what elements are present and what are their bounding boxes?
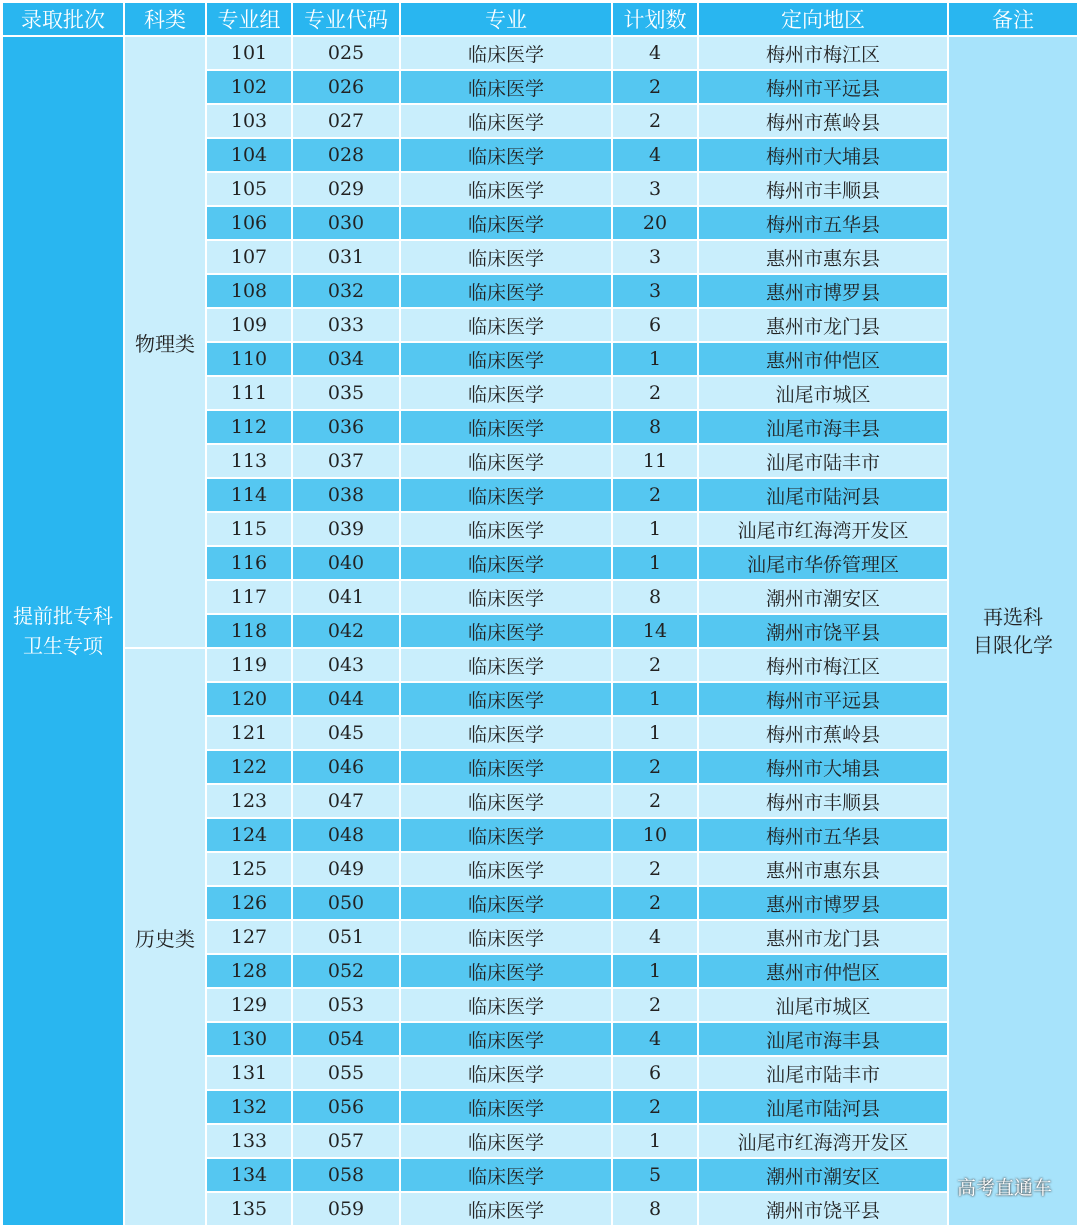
plan-cell: 2 [613,649,697,681]
major-cell: 临床医学 [401,1193,611,1225]
region-cell: 惠州市仲恺区 [699,343,947,375]
plan-cell: 4 [613,921,697,953]
code-cell: 053 [293,989,399,1021]
code-cell: 049 [293,853,399,885]
plan-cell: 8 [613,411,697,443]
plan-cell: 2 [613,989,697,1021]
major-cell: 临床医学 [401,819,611,851]
region-cell: 惠州市博罗县 [699,275,947,307]
code-cell: 040 [293,547,399,579]
code-cell: 037 [293,445,399,477]
group-cell: 124 [207,819,291,851]
note-cell [949,37,1077,1225]
code-cell: 027 [293,105,399,137]
code-cell: 032 [293,275,399,307]
group-cell: 127 [207,921,291,953]
code-cell: 039 [293,513,399,545]
region-cell: 潮州市潮安区 [699,1159,947,1191]
plan-cell: 3 [613,241,697,273]
region-cell: 梅州市大埔县 [699,139,947,171]
major-cell: 临床医学 [401,445,611,477]
group-cell: 110 [207,343,291,375]
code-cell: 051 [293,921,399,953]
code-cell: 035 [293,377,399,409]
major-cell: 临床医学 [401,479,611,511]
header-subject: 科类 [125,3,205,35]
code-cell: 043 [293,649,399,681]
enrollment-plan-table [1,1,1079,1227]
plan-cell: 1 [613,343,697,375]
region-cell: 梅州市丰顺县 [699,173,947,205]
region-cell: 汕尾市陆丰市 [699,1057,947,1089]
plan-cell: 1 [613,547,697,579]
region-cell: 潮州市潮安区 [699,581,947,613]
plan-cell: 6 [613,309,697,341]
major-cell: 临床医学 [401,649,611,681]
batch-line-1: 提前批专科 [13,604,113,628]
code-cell: 057 [293,1125,399,1157]
major-cell: 临床医学 [401,513,611,545]
code-cell: 038 [293,479,399,511]
major-cell: 临床医学 [401,547,611,579]
region-cell: 惠州市惠东县 [699,241,947,273]
region-cell: 惠州市龙门县 [699,921,947,953]
group-cell: 102 [207,71,291,103]
plan-cell: 14 [613,615,697,647]
plan-cell: 2 [613,377,697,409]
major-cell: 临床医学 [401,581,611,613]
region-cell: 梅州市梅江区 [699,649,947,681]
region-cell: 汕尾市海丰县 [699,411,947,443]
major-cell: 临床医学 [401,921,611,953]
group-cell: 109 [207,309,291,341]
region-cell: 梅州市平远县 [699,71,947,103]
plan-cell: 2 [613,1091,697,1123]
major-cell: 临床医学 [401,955,611,987]
code-cell: 026 [293,71,399,103]
region-cell: 梅州市蕉岭县 [699,717,947,749]
code-cell: 045 [293,717,399,749]
header-major: 专业 [401,3,611,35]
group-cell: 116 [207,547,291,579]
plan-cell: 20 [613,207,697,239]
major-cell: 临床医学 [401,1125,611,1157]
group-cell: 121 [207,717,291,749]
header-row [3,3,1077,35]
header-note: 备注 [949,3,1077,35]
plan-cell: 10 [613,819,697,851]
region-cell: 潮州市饶平县 [699,615,947,647]
group-cell: 129 [207,989,291,1021]
group-cell: 130 [207,1023,291,1055]
code-cell: 058 [293,1159,399,1191]
code-cell: 055 [293,1057,399,1089]
code-cell: 033 [293,309,399,341]
group-cell: 133 [207,1125,291,1157]
major-cell: 临床医学 [401,751,611,783]
table-body [3,37,1077,1225]
subject-history-cell: 历史类 [125,649,205,1225]
code-cell: 052 [293,955,399,987]
header-batch: 录取批次 [3,3,123,35]
table-row [3,37,1077,69]
subject-physics-cell: 物理类 [125,37,205,647]
plan-cell: 2 [613,71,697,103]
plan-cell: 2 [613,785,697,817]
group-cell: 115 [207,513,291,545]
plan-cell: 2 [613,479,697,511]
region-cell: 梅州市大埔县 [699,751,947,783]
code-cell: 031 [293,241,399,273]
plan-cell: 8 [613,581,697,613]
plan-cell: 3 [613,173,697,205]
group-cell: 126 [207,887,291,919]
plan-cell: 1 [613,683,697,715]
region-cell: 梅州市五华县 [699,207,947,239]
group-cell: 123 [207,785,291,817]
plan-cell: 3 [613,275,697,307]
region-cell: 惠州市仲恺区 [699,955,947,987]
region-cell: 梅州市五华县 [699,819,947,851]
region-cell: 梅州市蕉岭县 [699,105,947,137]
group-cell: 125 [207,853,291,885]
plan-cell: 1 [613,717,697,749]
plan-cell: 4 [613,139,697,171]
plan-cell: 2 [613,751,697,783]
region-cell: 汕尾市红海湾开发区 [699,1125,947,1157]
group-cell: 118 [207,615,291,647]
plan-cell: 4 [613,1023,697,1055]
group-cell: 114 [207,479,291,511]
plan-cell: 1 [613,1125,697,1157]
plan-cell: 8 [613,1193,697,1225]
plan-cell: 1 [613,513,697,545]
major-cell: 临床医学 [401,717,611,749]
group-cell: 132 [207,1091,291,1123]
group-cell: 107 [207,241,291,273]
code-cell: 041 [293,581,399,613]
code-cell: 036 [293,411,399,443]
major-cell: 临床医学 [401,1023,611,1055]
major-cell: 临床医学 [401,989,611,1021]
code-cell: 044 [293,683,399,715]
plan-cell: 2 [613,105,697,137]
code-cell: 028 [293,139,399,171]
plan-cell: 6 [613,1057,697,1089]
code-cell: 050 [293,887,399,919]
region-cell: 汕尾市陆丰市 [699,445,947,477]
note-line-1: 再选科 [983,605,1043,629]
code-cell: 059 [293,1193,399,1225]
plan-cell: 11 [613,445,697,477]
group-cell: 120 [207,683,291,715]
code-cell: 048 [293,819,399,851]
group-cell: 106 [207,207,291,239]
header-group: 专业组 [207,3,291,35]
group-cell: 113 [207,445,291,477]
major-cell: 临床医学 [401,241,611,273]
code-cell: 034 [293,343,399,375]
major-cell: 临床医学 [401,71,611,103]
major-cell: 临床医学 [401,377,611,409]
major-cell: 临床医学 [401,785,611,817]
batch-line-2: 卫生专项 [23,634,103,658]
plan-cell: 2 [613,887,697,919]
group-cell: 131 [207,1057,291,1089]
region-cell: 汕尾市陆河县 [699,1091,947,1123]
group-cell: 134 [207,1159,291,1191]
group-cell: 101 [207,37,291,69]
code-cell: 042 [293,615,399,647]
code-cell: 047 [293,785,399,817]
region-cell: 梅州市丰顺县 [699,785,947,817]
code-cell: 056 [293,1091,399,1123]
region-cell: 梅州市平远县 [699,683,947,715]
group-cell: 128 [207,955,291,987]
major-cell: 临床医学 [401,37,611,69]
group-cell: 108 [207,275,291,307]
note-line-2: 目限化学 [973,633,1053,657]
code-cell: 054 [293,1023,399,1055]
group-cell: 112 [207,411,291,443]
group-cell: 111 [207,377,291,409]
major-cell: 临床医学 [401,309,611,341]
batch-cell [3,37,123,1225]
region-cell: 惠州市博罗县 [699,887,947,919]
header-plan: 计划数 [613,3,697,35]
plan-cell: 5 [613,1159,697,1191]
group-cell: 119 [207,649,291,681]
major-cell: 临床医学 [401,683,611,715]
major-cell: 临床医学 [401,615,611,647]
region-cell: 汕尾市华侨管理区 [699,547,947,579]
group-cell: 135 [207,1193,291,1225]
region-cell: 汕尾市城区 [699,377,947,409]
major-cell: 临床医学 [401,1159,611,1191]
group-cell: 117 [207,581,291,613]
major-cell: 临床医学 [401,853,611,885]
plan-cell: 4 [613,37,697,69]
code-cell: 025 [293,37,399,69]
code-cell: 046 [293,751,399,783]
region-cell: 梅州市梅江区 [699,37,947,69]
region-cell: 汕尾市海丰县 [699,1023,947,1055]
group-cell: 105 [207,173,291,205]
region-cell: 汕尾市红海湾开发区 [699,513,947,545]
major-cell: 临床医学 [401,887,611,919]
group-cell: 104 [207,139,291,171]
major-cell: 临床医学 [401,1091,611,1123]
group-cell: 103 [207,105,291,137]
code-cell: 029 [293,173,399,205]
region-cell: 潮州市饶平县 [699,1193,947,1225]
watermark: 高考直通车 [956,1177,1052,1199]
code-cell: 030 [293,207,399,239]
header-region: 定向地区 [699,3,947,35]
plan-cell: 1 [613,955,697,987]
major-cell: 临床医学 [401,173,611,205]
major-cell: 临床医学 [401,105,611,137]
major-cell: 临床医学 [401,343,611,375]
major-cell: 临床医学 [401,1057,611,1089]
table-row [3,649,1077,681]
major-cell: 临床医学 [401,207,611,239]
group-cell: 122 [207,751,291,783]
major-cell: 临床医学 [401,139,611,171]
header-code: 专业代码 [293,3,399,35]
major-cell: 临床医学 [401,411,611,443]
region-cell: 汕尾市陆河县 [699,479,947,511]
major-cell: 临床医学 [401,275,611,307]
region-cell: 惠州市龙门县 [699,309,947,341]
plan-cell: 2 [613,853,697,885]
region-cell: 惠州市惠东县 [699,853,947,885]
region-cell: 汕尾市城区 [699,989,947,1021]
